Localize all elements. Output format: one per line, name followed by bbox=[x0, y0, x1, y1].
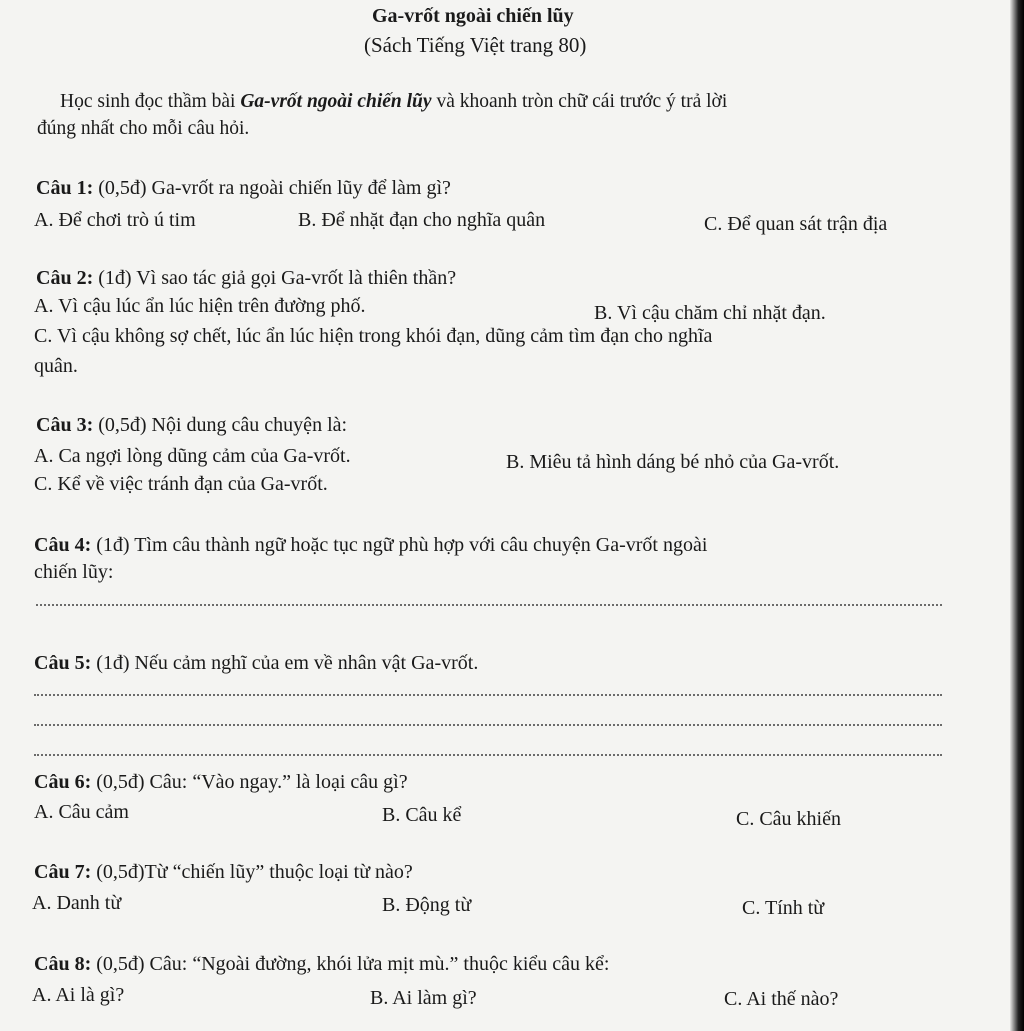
answer-line[interactable] bbox=[34, 754, 942, 756]
question-3-option-b[interactable]: B. Miêu tả hình dáng bé nhỏ của Ga-vrốt. bbox=[506, 451, 840, 473]
question-3-label: Câu 3: bbox=[36, 414, 94, 436]
question-3-option-c[interactable]: C. Kể về việc tránh đạn của Ga-vrốt. bbox=[34, 473, 328, 495]
question-1-option-a[interactable]: A. Để chơi trò ú tim bbox=[34, 209, 196, 231]
question-2-option-b[interactable]: B. Vì cậu chăm chỉ nhặt đạn. bbox=[594, 302, 826, 324]
question-1-text: (0,5đ) Ga-vrốt ra ngoài chiến lũy để làm gì? bbox=[93, 177, 451, 199]
answer-line[interactable] bbox=[36, 604, 942, 606]
question-7-option-c[interactable]: C. Tính từ bbox=[742, 897, 825, 919]
question-2-option-c-continued: quân. bbox=[34, 355, 78, 377]
question-8 bbox=[34, 952, 610, 976]
question-8-option-b[interactable]: B. Ai làm gì? bbox=[370, 987, 477, 1009]
intro-text-after: và khoanh tròn chữ cái trước ý trả lời bbox=[431, 91, 728, 112]
answer-line[interactable] bbox=[34, 694, 942, 696]
document-subtitle: (Sách Tiếng Việt trang 80) bbox=[364, 33, 587, 57]
question-6-text: (0,5đ) Câu: “Vào ngay.” là loại câu gì? bbox=[91, 771, 408, 793]
question-2-option-c[interactable]: C. Vì cậu không sợ chết, lúc ẩn lúc hiện trong khói đạn, dũng cảm tìm đạn cho nghĩa bbox=[34, 325, 713, 347]
question-7-label: Câu 7: bbox=[34, 861, 92, 883]
intro-story-title: Ga-vrốt ngoài chiến lũy bbox=[240, 91, 432, 112]
intro-line-1 bbox=[60, 90, 727, 114]
question-7-option-a[interactable]: A. Danh từ bbox=[32, 892, 122, 914]
question-1-option-b[interactable]: B. Để nhặt đạn cho nghĩa quân bbox=[298, 209, 546, 231]
question-3 bbox=[36, 413, 347, 437]
question-7-text: (0,5đ)Từ “chiến lũy” thuộc loại từ nào? bbox=[91, 861, 413, 883]
question-4-text-continued: chiến lũy: bbox=[34, 561, 114, 583]
question-5-text: (1đ) Nếu cảm nghĩ của em về nhân vật Ga-vrốt. bbox=[91, 652, 479, 674]
question-1-label: Câu 1: bbox=[36, 177, 94, 199]
question-8-option-a[interactable]: A. Ai là gì? bbox=[32, 984, 125, 1006]
question-4-label: Câu 4: bbox=[34, 534, 92, 556]
question-8-text: (0,5đ) Câu: “Ngoài đường, khói lửa mịt mù.” thuộc kiểu câu kể: bbox=[91, 953, 610, 975]
question-4 bbox=[34, 533, 707, 557]
question-2-label: Câu 2: bbox=[36, 267, 94, 289]
question-2-text: (1đ) Vì sao tác giả gọi Ga-vrốt là thiên thần? bbox=[93, 267, 457, 289]
question-3-option-a[interactable]: A. Ca ngợi lòng dũng cảm của Ga-vrốt. bbox=[34, 445, 351, 467]
question-8-option-c[interactable]: C. Ai thế nào? bbox=[724, 988, 839, 1010]
question-6-label: Câu 6: bbox=[34, 771, 92, 793]
document-title: Ga-vrốt ngoài chiến lũy bbox=[372, 5, 574, 27]
intro-line-2: đúng nhất cho mỗi câu hỏi. bbox=[37, 118, 250, 139]
question-3-text: (0,5đ) Nội dung câu chuyện là: bbox=[93, 414, 348, 436]
question-7 bbox=[34, 860, 413, 884]
question-8-label: Câu 8: bbox=[34, 953, 92, 975]
question-2 bbox=[36, 266, 456, 290]
answer-line[interactable] bbox=[34, 724, 942, 726]
question-7-option-b[interactable]: B. Động từ bbox=[382, 894, 472, 916]
intro-text-before: Học sinh đọc thầm bài bbox=[60, 91, 241, 112]
question-6 bbox=[34, 770, 408, 794]
page-edge-shadow bbox=[1010, 0, 1024, 1031]
question-1-option-c[interactable]: C. Để quan sát trận địa bbox=[704, 213, 888, 235]
question-4-text: (1đ) Tìm câu thành ngữ hoặc tục ngữ phù hợp với câu chuyện Ga-vrốt ngoài bbox=[91, 534, 708, 556]
question-5 bbox=[34, 651, 478, 675]
question-5-label: Câu 5: bbox=[34, 652, 92, 674]
question-2-option-a[interactable]: A. Vì cậu lúc ẩn lúc hiện trên đường phố. bbox=[34, 295, 366, 317]
question-6-option-c[interactable]: C. Câu khiến bbox=[736, 808, 841, 830]
question-6-option-a[interactable]: A. Câu cảm bbox=[34, 801, 129, 823]
question-6-option-b[interactable]: B. Câu kể bbox=[382, 804, 462, 826]
question-1 bbox=[36, 176, 451, 200]
